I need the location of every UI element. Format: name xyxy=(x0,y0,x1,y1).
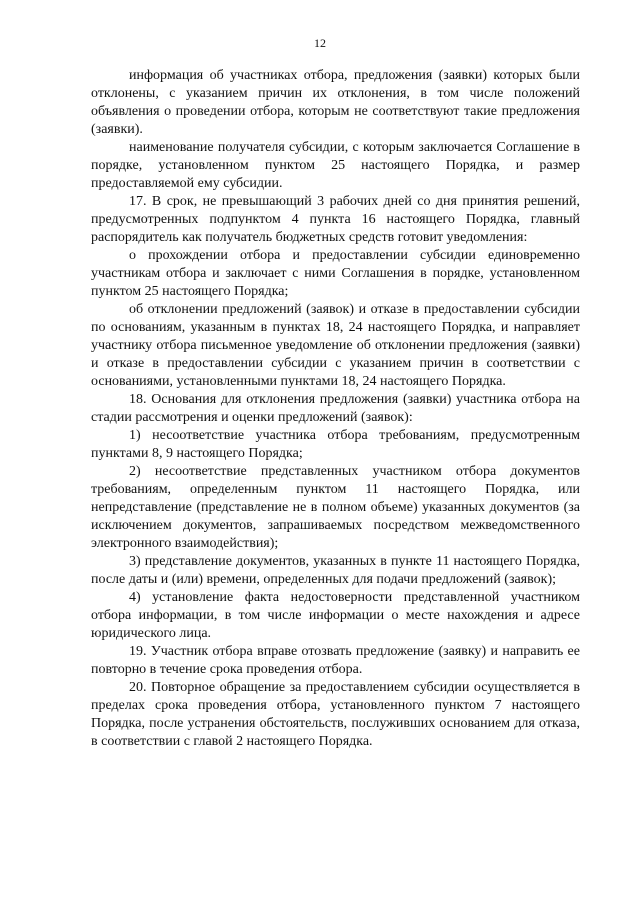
paragraph-18-item-4: 4) установление факта недостоверности представленной участником отбора информации, в том числе информации о месте нахождения и адресе юридического лица. xyxy=(91,590,580,641)
paragraph-17: 17. В срок, не превышающий 3 рабочих дней со дня принятия решений, предусмотренных подпунктом 4 пункта 16 настоящего Порядка, главный распорядитель как получатель бюджетных средств готовит уведомления: xyxy=(91,194,580,245)
paragraph-subsidy-recipient-name: наименование получателя субсидии, с которым заключается Соглашение в порядке, установленном пунктом 25 настоящего Порядка, и размер предоставляемой ему субсидии. xyxy=(91,140,580,191)
paragraph-18: 18. Основания для отклонения предложения (заявки) участника отбора на стадии рассмотрения и оценки предложений (заявок): xyxy=(91,392,580,425)
paragraph-18-item-2: 2) несоответствие представленных участником отбора документов требованиям, определенным пунктом 11 настоящего Порядка, или непредставление (представление не в полном объеме) указанных документов (за исключением документов, запрашиваемых посредством межведомственного электронного взаимодействия); xyxy=(91,464,580,551)
paragraph-rejected-participants-info: информация об участниках отбора, предложения (заявки) которых были отклонены, с указанием причин их отклонения, в том числе положений объявления о проведении отбора, которым не соответствуют такие предложения (заявки). xyxy=(91,68,580,137)
page-number: 12 xyxy=(314,36,326,50)
paragraph-17-notice-passed: о прохождении отбора и предоставлении субсидии единовременно участникам отбора и заключает с ними Соглашения в порядке, установленном пунктом 25 настоящего Порядка; xyxy=(91,248,580,299)
document-body xyxy=(91,67,580,751)
paragraph-19: 19. Участник отбора вправе отозвать предложение (заявку) и направить ее повторно в течение срока проведения отбора. xyxy=(91,644,580,677)
paragraph-18-item-3: 3) представление документов, указанных в пункте 11 настоящего Порядка, после даты и (или) времени, определенных для подачи предложений (заявок); xyxy=(91,554,580,587)
paragraph-18-item-1: 1) несоответствие участника отбора требованиям, предусмотренным пунктами 8, 9 настоящего Порядка; xyxy=(91,428,580,461)
paragraph-20: 20. Повторное обращение за предоставлением субсидии осуществляется в пределах срока проведения отбора, установленного пунктом 7 настоящего Порядка, после устранения обстоятельств, послуживших основанием для отказа, в соответствии с главой 2 настоящего Порядка. xyxy=(91,680,580,749)
paragraph-17-notice-rejected: об отклонении предложений (заявок) и отказе в предоставлении субсидии по основаниям, указанным в пунктах 18, 24 настоящего Порядка, и направляет участнику отбора письменное уведомление об отклонении предложения (заявки) и отказе в предоставлении субсидии с указанием причин в соответствии с основаниями, установленными пунктами 18, 24 настоящего Порядка. xyxy=(91,302,580,389)
